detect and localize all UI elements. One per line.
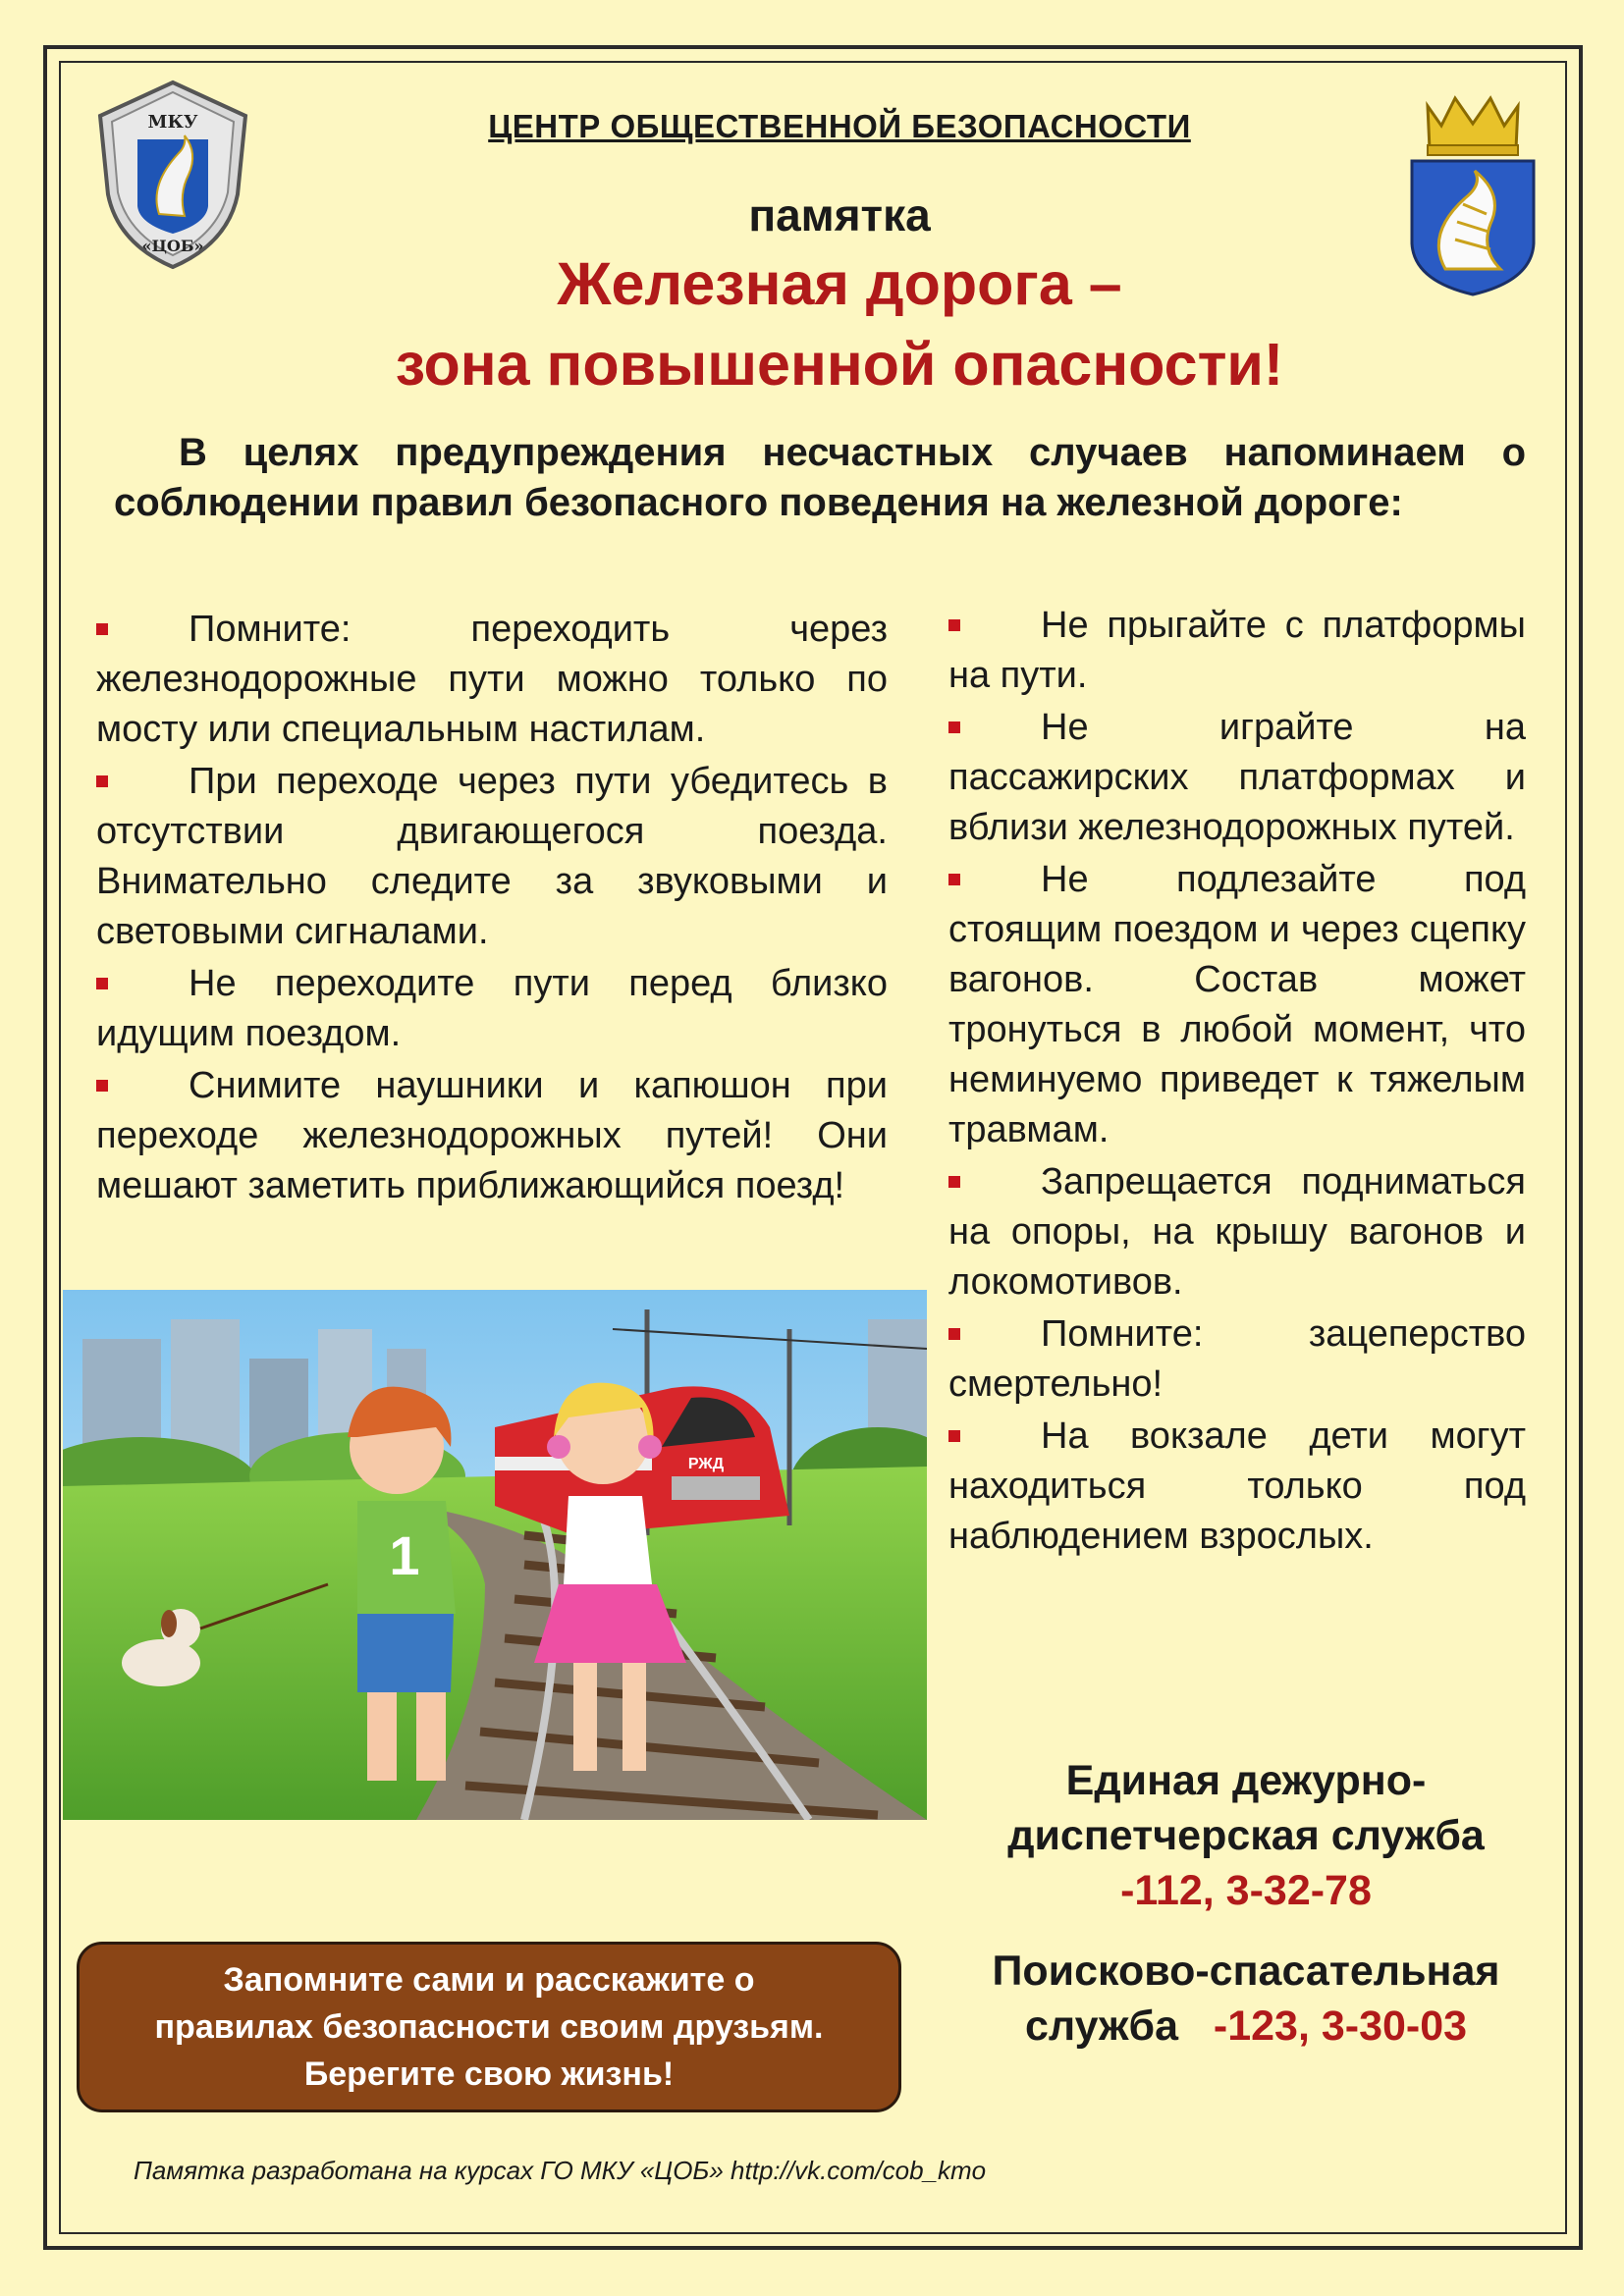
- rule-text: Помните: зацеперство смертельно!: [948, 1313, 1526, 1405]
- rule-item: [948, 855, 1526, 1155]
- bullet-icon: [948, 1430, 960, 1442]
- document-kind: памятка: [748, 189, 931, 240]
- bullet-icon: [948, 619, 960, 631]
- children-railway-illustration: [63, 1290, 927, 1820]
- rule-item: [96, 605, 888, 755]
- emblem-bottom-text: «ЦОБ»: [141, 237, 204, 255]
- bullet-icon: [948, 1328, 960, 1340]
- rule-item: [96, 757, 888, 957]
- rule-text: Запрещается подниматься на опоры, на крышу вагонов и локомотивов.: [948, 1161, 1526, 1303]
- rule-text: Не переходите пути перед близко идущим поездом.: [96, 963, 888, 1054]
- rules-right-column: [948, 601, 1526, 1564]
- rule-item: [96, 1061, 888, 1211]
- bullet-icon: [948, 721, 960, 733]
- dispatch-service-name-2: диспетчерская служба: [1007, 1812, 1485, 1859]
- emergency-contacts: [929, 1753, 1563, 2054]
- shirt-number: 1: [389, 1524, 420, 1586]
- bullet-icon: [96, 623, 108, 635]
- rule-text: При переходе через пути убедитесь в отсутствии двигающегося поезда. Внимательно следите за звуковыми и световыми сигналами.: [96, 761, 888, 952]
- train-logo: РЖД: [687, 1456, 725, 1472]
- safety-callout-box: [77, 1942, 901, 2112]
- rule-text: Снимите наушники и капюшон при переходе железнодорожных путей! Они мешают заметить приближающийся поезд!: [96, 1065, 888, 1206]
- rule-text: Не играйте на пассажирских платформах и вблизи железнодорожных путей.: [948, 707, 1526, 848]
- callout-line-2: правилах безопасности своим друзьям.: [154, 2008, 824, 2046]
- rule-text: Не подлезайте под стоящим поездом и через сцепку вагонов. Состав может тронуться в любой момент, что неминуемо приведет к тяжелым травмам.: [948, 859, 1526, 1150]
- rule-text: На вокзале дети могут находиться только под наблюдением взрослых.: [948, 1415, 1526, 1557]
- bullet-icon: [96, 775, 108, 787]
- rescue-phone: -123, 3-30-03: [1213, 2002, 1468, 2050]
- dispatch-service-name-1: Единая дежурно-: [1065, 1757, 1427, 1804]
- mku-cob-emblem: [90, 77, 255, 273]
- rule-item: [948, 1309, 1526, 1410]
- rule-text: Не прыгайте с платформы на пути.: [948, 605, 1526, 696]
- bullet-icon: [948, 874, 960, 885]
- bullet-icon: [96, 1080, 108, 1092]
- callout-line-1: Запомните сами и расскажите о: [223, 1961, 755, 1999]
- rescue-service-name-2: служба: [1024, 2002, 1179, 2050]
- rescue-service-name-1: Поисково-спасательная: [992, 1948, 1500, 1995]
- document-title-line-2: зона повышенной опасности!: [395, 331, 1284, 398]
- bullet-icon: [948, 1176, 960, 1188]
- rule-text: Помните: переходить через железнодорожные пути можно только по мосту или специальным настилам.: [96, 609, 888, 750]
- bullet-icon: [96, 978, 108, 989]
- rules-left-column: [96, 605, 888, 1213]
- intro-paragraph: В целях предупреждения несчастных случаев напоминаем о соблюдении правил безопасного поведения на железной дороге:: [114, 431, 1526, 524]
- rule-item: [948, 1412, 1526, 1562]
- rule-item: [96, 959, 888, 1059]
- callout-line-3: Берегите свою жизнь!: [303, 2056, 675, 2093]
- rule-item: [948, 703, 1526, 853]
- footer-credit: Памятка разработана на курсах ГО МКУ «ЦОБ» http://vk.com/cob_kmo: [134, 2156, 987, 2185]
- document-title-line-1: Железная дорога –: [557, 250, 1122, 317]
- emblem-top-text: МКУ: [147, 112, 198, 133]
- rule-item: [948, 1157, 1526, 1308]
- rule-item: [948, 601, 1526, 701]
- organization-name: ЦЕНТР ОБЩЕСТВЕННОЙ БЕЗОПАСНОСТИ: [488, 108, 1191, 144]
- dispatch-phone: -112, 3-32-78: [1120, 1867, 1372, 1914]
